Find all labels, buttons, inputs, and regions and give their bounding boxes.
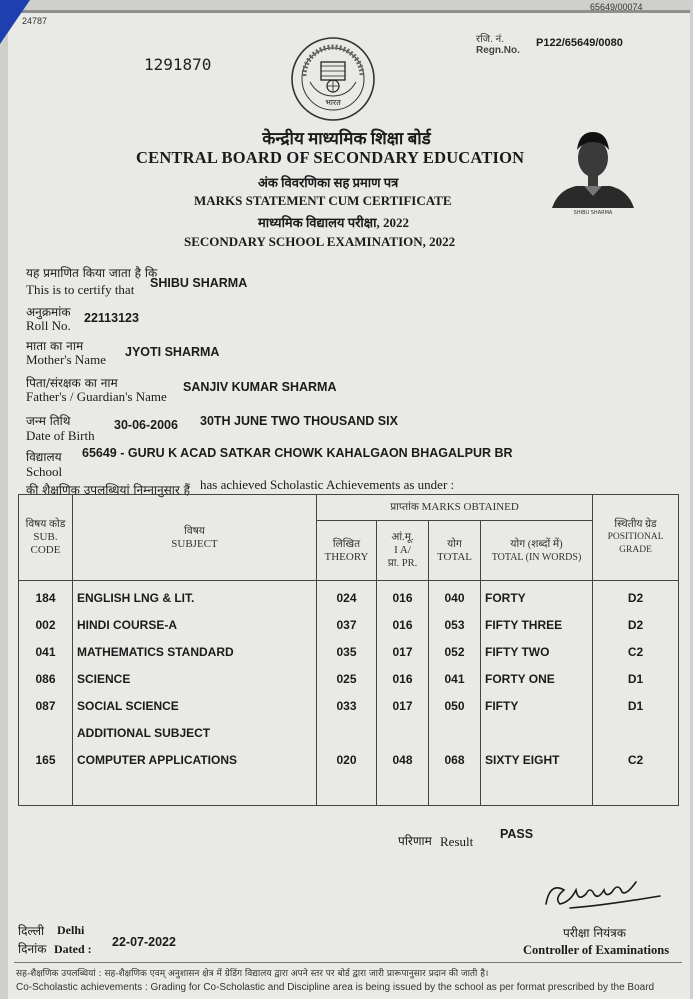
ia-cell: 016	[392, 672, 413, 686]
col-grade-header	[593, 495, 679, 581]
col-total-header	[429, 521, 481, 581]
board-name-en: CENTRAL BOARD OF SECONDARY EDUCATION	[136, 148, 525, 167]
cbse-emblem-icon	[290, 36, 376, 122]
top-right-code: 65649/00074	[590, 2, 643, 12]
code-header-en: SUB. CODE	[30, 531, 61, 556]
marks-header-en: MARKS OBTAINED	[421, 501, 519, 513]
grade-cell: C2	[627, 645, 644, 659]
grade-cell: C2	[627, 753, 644, 767]
footer-divider	[14, 962, 682, 963]
grade-header-en: POSITIONAL GRADE	[607, 532, 664, 555]
ia-cell: 048	[392, 753, 413, 767]
subject-header-hi: विषय	[184, 525, 205, 537]
theory-cell: 020	[336, 753, 357, 767]
ia-header-hi: आं.मू.	[391, 532, 414, 543]
achievements-label-hi: की शैक्षणिक उपलब्धियां निम्नानुसार हैं	[26, 483, 190, 497]
achievements-label-en: has achieved Scholastic Achievements as under :	[200, 477, 455, 492]
regn-number: P122/65649/0080	[536, 37, 623, 49]
words-cell: FIFTY	[485, 699, 519, 713]
words-cell: SIXTY EIGHT	[485, 753, 560, 767]
theory-cell: 035	[336, 645, 357, 659]
code-cell: 041	[35, 645, 56, 659]
total-column	[429, 581, 481, 806]
roll-number: 22113123	[84, 311, 139, 325]
code-cell: 002	[35, 618, 56, 632]
controller-signature	[540, 868, 672, 922]
words-cell: FIFTY THREE	[485, 618, 563, 632]
ia-cell: 016	[392, 591, 413, 605]
dob-label-en: Date of Birth	[26, 428, 95, 443]
code-cell: 184	[35, 591, 56, 605]
co-scholastic-note-hi: सह-शैक्षणिक उपलब्धियां : सह-शैक्षणिक एवम् अनुशासन क्षेत्र में ग्रेडिंग विद्यालय द्वारा अपने स्तर पर बोर्ड द्वारा जारी प्रारूपानुसार प्रदान की जाती है।	[16, 969, 489, 979]
certify-label-en: This is to certify that	[26, 282, 135, 297]
certify-label-hi: यह प्रमाणित किया जाता है कि	[26, 266, 158, 280]
spacer	[597, 720, 674, 747]
controller-label-hi: परीक्षा नियंत्रक	[563, 926, 626, 940]
marks-obtained-header	[317, 495, 593, 521]
marks-header-hi: प्राप्तांक	[390, 502, 419, 513]
school-label-hi: विद्यालय	[26, 450, 62, 464]
dob-label-hi: जन्म तिथि	[26, 414, 71, 428]
exam-title-en: SECONDARY SCHOOL EXAMINATION, 2022	[184, 234, 456, 249]
spacer	[381, 720, 424, 747]
grade-cell: D1	[627, 699, 644, 713]
ia-header-en: I A/	[394, 544, 411, 556]
controller-label-en: Controller of Examinations	[523, 943, 670, 957]
father-label-hi: पिता/संरक्षक का नाम	[26, 376, 118, 390]
top-left-code: 24787	[22, 16, 48, 26]
grade-column	[593, 581, 679, 806]
total-cell: 040	[444, 591, 465, 605]
grade-cell: D2	[627, 618, 644, 632]
candidate-photo	[550, 128, 636, 218]
emblem-text: भारत	[325, 98, 341, 107]
total-cell: 068	[444, 753, 465, 767]
mother-label-en: Mother's Name	[26, 352, 106, 367]
words-cell: FIFTY TWO	[485, 645, 550, 659]
spacer	[485, 720, 588, 747]
grade-cell: D1	[627, 672, 644, 686]
school-label-en: School	[26, 464, 63, 479]
total-cell: 053	[444, 618, 465, 632]
words-cell: FORTY	[485, 591, 526, 605]
subject-cell: SOCIAL SCIENCE	[77, 699, 179, 713]
serial-number: 1291870	[144, 55, 212, 74]
regn-label-en: Regn.No.	[476, 45, 520, 56]
ia-cell: 017	[392, 645, 413, 659]
code-cell: 086	[35, 672, 56, 686]
col-ia-header	[377, 521, 429, 581]
subject-cell: SCIENCE	[77, 672, 131, 686]
exam-title-hi: माध्यमिक विद्यालय परीक्षा, 2022	[258, 215, 409, 230]
dated-label-en: Dated :	[54, 942, 92, 956]
theory-cell: 037	[336, 618, 357, 632]
roll-label-en: Roll No.	[26, 318, 71, 333]
words-header-en: TOTAL (IN WORDS)	[491, 551, 582, 563]
total-cell: 041	[444, 672, 465, 686]
codes-column	[19, 581, 73, 806]
subject-cell: MATHEMATICS STANDARD	[77, 645, 234, 659]
marks-table	[18, 494, 679, 806]
spacer	[433, 720, 476, 747]
subject-cell: ENGLISH LNG & LIT.	[77, 591, 195, 605]
total-header-en: TOTAL	[437, 550, 472, 563]
result-label-hi: परिणाम	[398, 834, 432, 848]
result-label-en: Result	[440, 834, 474, 849]
photo-caption: SHIBU SHARMA	[573, 210, 613, 216]
theory-column	[317, 581, 377, 806]
theory-cell: 025	[336, 672, 357, 686]
col-code-header	[19, 495, 73, 581]
subject-cell: COMPUTER APPLICATIONS	[77, 753, 238, 767]
total-header-hi: योग	[447, 538, 462, 550]
words-column	[481, 581, 593, 806]
issue-date: 22-07-2022	[112, 935, 176, 949]
theory-cell: 033	[336, 699, 357, 713]
mother-label-hi: माता का नाम	[26, 339, 84, 353]
spacer	[23, 720, 68, 747]
marks-body-row	[19, 581, 679, 806]
words-cell: FORTY ONE	[485, 672, 555, 686]
total-cell: 050	[444, 699, 465, 713]
school-value: 65649 - GURU K ACAD SATKAR CHOWK KAHALGAON BHAGALPUR BR	[82, 446, 513, 460]
additional-subject-label: ADDITIONAL SUBJECT	[77, 726, 211, 740]
subject-cell: HINDI COURSE-A	[77, 618, 178, 632]
grade-header-hi: स्थितीय ग्रेड	[614, 519, 657, 530]
theory-header-en: THEORY	[324, 550, 369, 563]
subject-header-en: SUBJECT	[171, 537, 218, 550]
co-scholastic-note-en: Co-Scholastic achievements : Grading for Co-Scholastic and Discipline area is being issued by the school as per format prescribed by the Board	[16, 982, 655, 993]
place-label-hi: दिल्ली	[18, 924, 45, 938]
words-header-hi: योग (शब्दों में)	[510, 538, 563, 550]
code-cell: 087	[35, 699, 56, 713]
father-label-en: Father's / Guardian's Name	[26, 389, 167, 404]
code-header-hi: विषय कोड	[25, 519, 66, 530]
ia-column	[377, 581, 429, 806]
subjects-column	[73, 581, 317, 806]
ia-header-pr: प्रा. PR.	[387, 558, 418, 569]
dated-label-hi: दिनांक	[18, 942, 47, 956]
col-theory-header	[317, 521, 377, 581]
result-value: PASS	[500, 827, 534, 841]
grade-cell: D2	[627, 591, 644, 605]
father-name: SANJIV KUMAR SHARMA	[183, 380, 337, 394]
theory-cell: 024	[336, 591, 357, 605]
candidate-name: SHIBU SHARMA	[150, 276, 248, 290]
dob-value: 30-06-2006	[114, 418, 178, 432]
col-words-header	[481, 521, 593, 581]
spacer	[321, 720, 372, 747]
doc-title-hi: अंक विवरणिका सह प्रमाण पत्र	[258, 175, 399, 190]
board-name-hi: केन्द्रीय माध्यमिक शिक्षा बोर्ड	[262, 129, 431, 148]
roll-label-hi: अनुक्रमांक	[26, 305, 71, 319]
col-subject-header	[73, 495, 317, 581]
dob-words: 30TH JUNE TWO THOUSAND SIX	[200, 414, 398, 428]
mother-name: JYOTI SHARMA	[125, 345, 220, 359]
code-cell: 165	[35, 753, 56, 767]
theory-header-hi: लिखित	[332, 538, 361, 550]
ia-cell: 017	[392, 699, 413, 713]
regn-label-hi: रजि. नं.	[476, 34, 504, 45]
place-label-en: Delhi	[57, 923, 85, 937]
ia-cell: 016	[392, 618, 413, 632]
doc-title-en: MARKS STATEMENT CUM CERTIFICATE	[194, 193, 452, 208]
total-cell: 052	[444, 645, 465, 659]
